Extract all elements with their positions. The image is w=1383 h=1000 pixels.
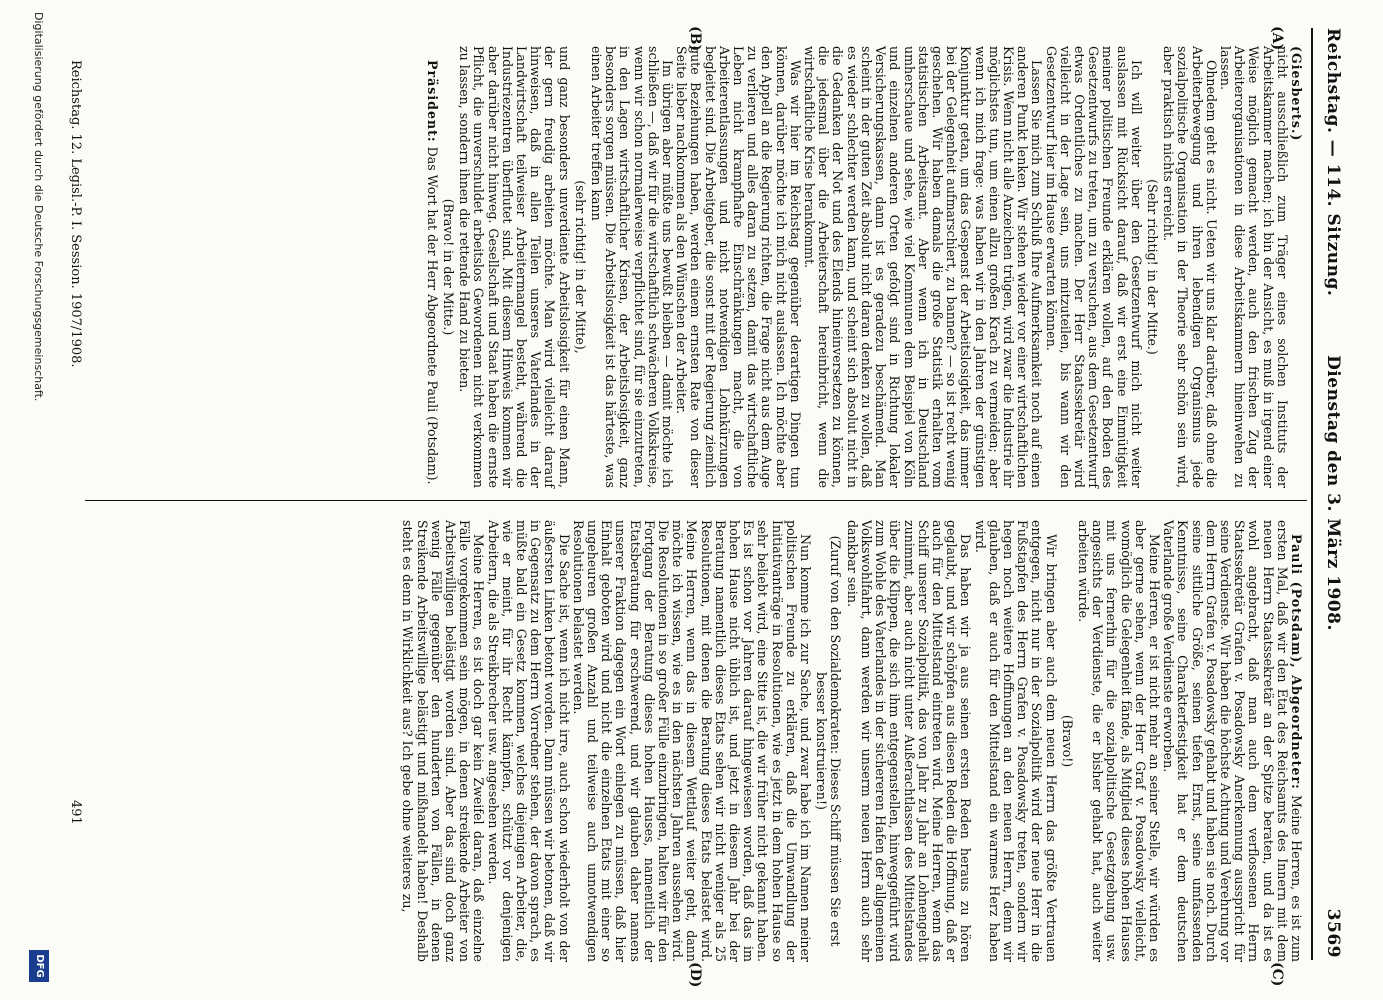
interjection: (sehr richtig! in der Mitte),	[572, 180, 588, 354]
column-divider	[85, 500, 1307, 501]
digitization-note: Digitalisierung gefördert durch die Deutsche Forschungsgemeinschaft.	[32, 12, 45, 402]
interjection: (Sehr richtig! in der Mitte.)	[1144, 179, 1160, 355]
margin-letter-c: (C)	[1269, 962, 1285, 987]
dfg-logo: DFG	[29, 950, 49, 982]
president-label: Präsident:	[424, 60, 440, 143]
closing-paragraph	[425, 46, 439, 488]
right-column	[400, 520, 1303, 962]
margin-letter-d: (D)	[687, 962, 703, 988]
paragraph: Was wir hier im Reichstag gegenüber derartigen Dingen tun können, darüber möchte ich mich nicht auslassen. Ich möchte aber den Appell an die Regierung richten, die Frage nicht aus dem Auge zu verlieren und alles daran zu setzen, damit das wirtschaftliche Leben nicht krampfhafte Einschränkungen macht, die von Arbeiterentlassungen und nicht notwendigen Lohnkürzungen begleitet sind. Die Arbeitgeber, die sonst mit der Regierung ziemlich gute Beziehungen haben, werden einem ernsten Rate von dieser Seite lieber nachkommen als den Wünschen der Arbeiter.	[674, 46, 803, 488]
margin-letter-b: (B)	[687, 26, 703, 52]
paragraph: Im übrigen aber müßte uns bewußt bleiben — damit möchte ich schließen —, daß wir für die wirtschaftlich schwächeren Volkskreise, wenn wir schon normalerweise verpflichtet sind, für sie einzutreten, in den Lagen wirtschaftlicher Krisen, der Arbeitslosigkeit, ganz besonders sorgen müssen. Die Arbeitslosigkeit ist das härteste, was einen Arbeiter treffen kann	[589, 46, 676, 488]
footer-sheet-number: 491	[68, 800, 83, 825]
paragraph: Meine Herren, es ist doch gar kein Zweifel daran, daß einzelne Fälle vorgekommen sein mögen, in denen streikende Arbeiter von Arbeitswilligen belästigt worden sind. Aber das sind doch ganz wenig Fälle gegenüber den hunderten von Fällen, in denen Streikende Arbeitswillige belästigt und mißhandelt haben! Deshalb steht es denn in Wirklichkeit aus? Ich gebe ohne weiteres zu,	[400, 520, 487, 962]
margin-letter-a: (A)	[1269, 26, 1285, 51]
paragraph: und ganz besonders unverdiente Arbeitslosigkeit für einen Mann, der gern freudig arbeiten möchte. Man wird vielleicht darauf hinweisen, daß in allen Teilen unseres Vaterlandes in der Landwirtschaft teilweiser Arbeitermangel besteht, während die Industriezentren überflutet sind. Mit diesem Hinweis kommen wir aber darüber nicht hinweg. Gesellschaft und Staat haben die ernste Pflicht, die unverschuldet arbeitslos Gewordenen nicht verkommen zu lassen, sondern ihnen die rettende Hand zu bieten.	[457, 46, 572, 488]
paragraph: Die Sache ist, wenn ich nicht irre, auch schon wiederholt von der äußersten Linken betont worden. Dann müssen wir betonen, daß wir in Gegensatz zu dem Herrn Vorredner stehen, der davon sprach, es müßte bald ein Gesetz kommen, welches diejenigen Arbeiter, die, wie er meint, für ihr Recht kämpfen, schützt vor denjenigen Arbeitern, die als Streikbrecher usw. angesehen werden.	[485, 520, 572, 962]
paragraph: Lassen Sie mich zum Schluß Ihre Aufmerksamkeit noch auf einen anderen Punkt lenken. Wir stehen wieder vor einer wirtschaftlichen Krisis. Wenn nicht alle Anzeichen trügen, wird zwar die Industrie ihr möglichstes tun, um einen allzu großen Krach zu vermeiden; aber wenn ich mich frage: was haben wir in den Jahren der günstigen Konjunktur getan, um das Gespenst der Arbeitslosigkeit, das immer bei der Gelegenheit aufmarschiert, zu bannen? — so ist recht wenig geschehen. Wir haben damals die große Statistik erhalten vom statistischen Arbeitsamt. Aber wenn ich in Deutschland umherschaue und sehe, wie viel Kommunen dem Beispiel von Köln und einzelnen anderen Orten gefolgt sind in Richtung lokaler Versicherungskassen, dann ist es geradezu beschämend. Man scheint in der guten Zeit absolut nicht daran denken zu wollen, daß es wieder schlechter werden kann, und scheint sich absolut nicht in die Gedanken der Not und des Elends hineinversetzen zu können, die jedesmal über die Arbeiterschaft hereinbricht, wenn die wirtschaftliche Krise herankommt.	[802, 46, 1045, 488]
interjection: (Zuruf von den Sozialdemokraten: Dieses Schiff müssen Sie erst besser konstruieren!)	[814, 535, 844, 947]
paragraph: Ohnedem geht es nicht. Ueten wir uns klar darüber, daß ohne die Arbeiterbewegung und ihren lebendigen Organismus jede sozialpolitische Organisation in der Theorie sehr schön sein wird, aber praktisch nichts erreicht.	[1161, 46, 1219, 488]
footer-session: Reichstag. 12. Legisl.-P. I. Session. 1907/1908.	[68, 60, 83, 368]
paragraph: nicht ausschließlich zum Träger eines solchen Instituts der Arbeitskammer machen; ich bin der Ansicht, es muß in irgend einer Weise möglich gemacht werden, auch den frischen Zug der Arbeiterorganisationen in diese Arbeitskammern hineinwehen zu lassen.	[1217, 46, 1290, 488]
paragraph: Ich will weiter über den Gesetzentwurf mich nicht weiter auslassen mit Rücksicht darauf, daß wir erst eine Einmütigkeit meiner politischen Freunde erklären wollen, auf den Boden des Gesetzentwurfs zu treten, um zu versuchen, aus dem Gesetzentwurf etwas Ordentliches zu machen. Der Herr Staatssekretär wird vielleicht in der Lage sein, uns mitzuteilen, bis wann wir den Gesetzentwurf hier im Hause erwarten können.	[1043, 46, 1144, 488]
header-date: Dienstag den 3. März 1908.	[1323, 355, 1343, 631]
interjection: (Bravo! in der Mitte.)	[441, 198, 457, 336]
paragraph: Meine Herren, es ist zum ersten Mal, daß wir den Etat des Reichsamts des Innern mit dem neuen Herrn Staatssekretär an der Spitze beraten, und da ist es wohl angebracht, daß man auch dem verflossenen Herrn Staatssekretär Grafen v. Posadowsky Anerkennung ausspricht für seine Verdienste. Wir haben die höchste Achtung und Verehrung vor dem Herrn Grafen v. Posadowsky gehabt und haben sie noch. Durch seine sittliche Größe, seinen tiefen Ernst, seine umfassenden Kenntnisse, seine Charakterfestigkeit hat er dem deutschen Vaterlande große Verdienste erworben.	[1161, 520, 1304, 962]
paragraph: Das haben wir ja aus seinen ersten Reden heraus zu hören geglaubt, und wir schöpfen aus diesen Reden die Hoffnung, daß er auch für den Mittelstand eintreten wird. Meine Herren, wenn das Schiff unserer Sozialpolitik, das von Jahr zu Jahr an Lohnengehalt zunimmt, aber auch nicht unter Außerachtlassen des Mittelstandes über die Klippen, die sich ihm entgegenstellen, hinweggeführt wird zum Wohle des Vaterlandes in der sichereren Hafen der allgemeinen Volkswohlfahrt, dann werden wir unserm neuen Herrn auch sehr dankbar sein.	[844, 520, 974, 962]
paragraph: Wir bringen aber auch dem neuen Herrn das größte Vertrauen entgegen, nicht nur in der Sozialpolitik wird der neue Herr in die Fußstapfen des Herrn Grafen v. Posadowsky treten, sondern wir hegen noch weitere Hoffnungen an den neuen Herrn, denn wir glauben, daß er auch für den Mittelstand ein warmes Herz haben wird.	[972, 520, 1059, 962]
opening-speaker	[1161, 520, 1303, 962]
page-number: 3569	[1323, 908, 1343, 958]
speaker-tag: (Giesberts.)	[1289, 46, 1304, 142]
interjection: (Bravo!)	[1059, 714, 1075, 768]
paragraph: Meine Herren, er ist nicht mehr an seiner Stelle, wir würden es aber gerne sehen, wenn der Herr Graf v. Posadowsky vielleicht, womöglich die Gelegenheit fände, als Mitglied dieses hohen Hauses mit uns fernerhin für die sozialpolitische Gesetzgebung usw. angesichts der Verdienste, die er bisher gehabt hat, auch weiter arbeiten würde.	[1075, 520, 1162, 962]
header-left: Reichstag. — 114. Sitzung.	[1323, 28, 1343, 297]
closing-text: Das Wort hat der Herr Abgeordnete Pauli (Potsdam).	[424, 146, 440, 485]
paragraph: Nun komme ich zur Sache, und zwar habe ich im Namen meiner politischen Freunde zu erklären, daß die Umwandlung der Initiativanträge in Resolutionen, wie es jetzt in dem hohen Hause so sehr beliebt wird, eine Sitte ist, die wir früher nicht gekannt haben. Es ist schon vor Jahren darauf hingewiesen worden, daß das im hohen Hause nicht üblich ist, und jetzt in diesem Jahr bei der Beratung namentlich dieses Etats sehen wir nicht weniger als 25 Resolutionen, mit denen die Beratung dieses Etats belastet wird. Meine Herren, wenn das in diesem Wettlauf weiter geht, dann möchte ich wissen, wie es in den nächsten Jahren aussehen wird. Die Resolutionen in so großer Fülle einzubringen, halten wir für den Fortgang der Beratung dieses hohen Hauses, namentlich der Etatsberatung für erschwerend, und wir glauben daher namens unserer Fraktion dagegen ein Wort einlegen zu müssen, daß hier Einhalt geboten wird und nicht die einzelnen Etats mit einer so ungeheuren großen Anzahl und teilweise auch unnotwendigen Resolutionen belastet werden.	[570, 520, 814, 962]
header-rule	[1311, 28, 1313, 960]
page-header	[1317, 28, 1343, 958]
left-column	[425, 46, 1303, 488]
speaker-name: Pauli (Potsdam), Abgeordneter:	[1289, 534, 1304, 790]
